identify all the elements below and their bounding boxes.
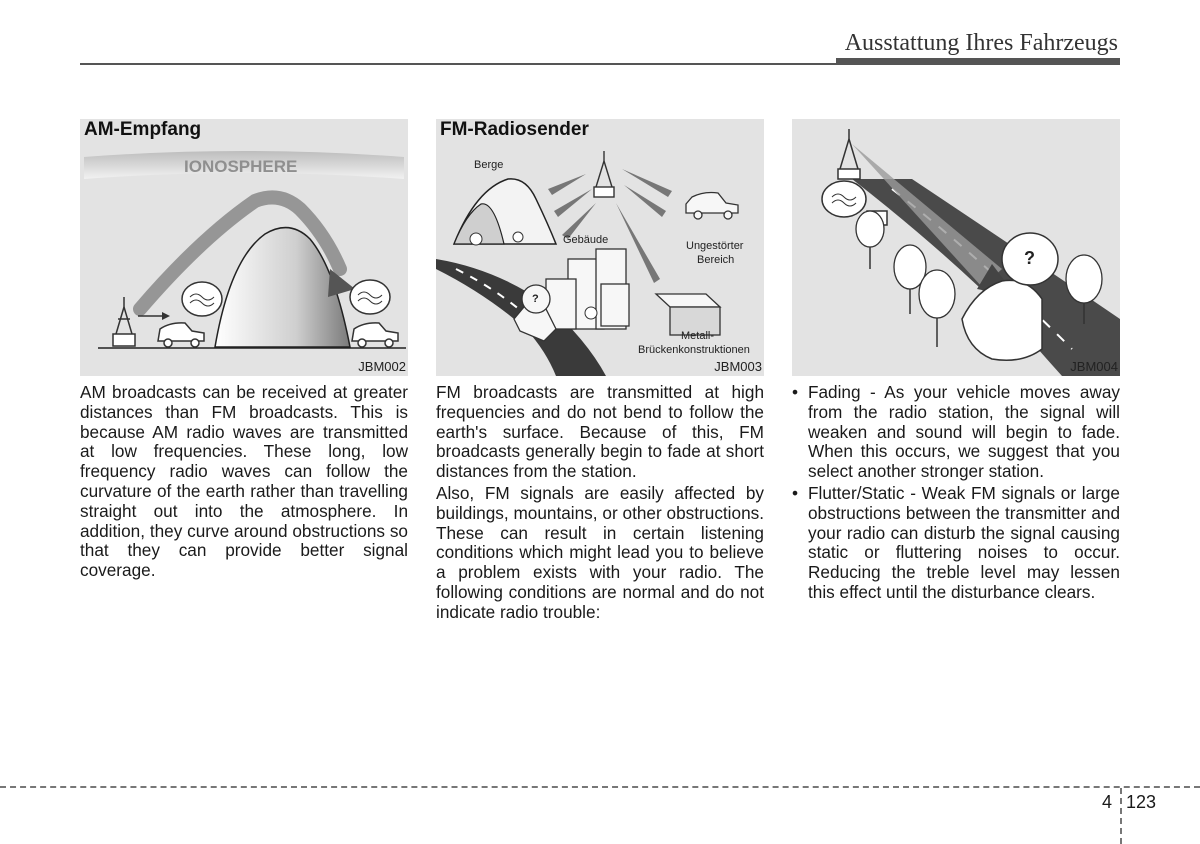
chapter-number: 4 [1102, 792, 1113, 812]
figure-fm-station [436, 119, 764, 376]
header-rule [80, 63, 1120, 65]
header-title: Ausstattung Ihres Fahrzeugs [844, 30, 1118, 56]
label-metall: Metall- [681, 330, 715, 342]
figure-title: FM-Radiosender [440, 119, 589, 140]
paragraph: Also, FM signals are easily affected by buildings, mountains, or other obstructions. These can result in certain listening conditions which might lead you to believe a problem exists with your radio. The following conditions are normal and do not indicate radio trouble: [436, 482, 764, 622]
bullet-list [792, 383, 1120, 603]
fading-illustration [792, 119, 1120, 376]
label-bereich: Bereich [697, 254, 735, 266]
figure-code: JBM002 [358, 359, 406, 374]
paragraph: AM broadcasts can be received at greater distances than FM broadcasts. This is because AM radio waves are transmitted at low frequencies. These long, low frequency radio waves can follow the curvature of the earth rather than travelling straight out into the atmosphere. In addition, they curve around obstructions so that they can provide better signal coverage. [80, 382, 408, 581]
list-item [792, 383, 1120, 482]
ionosphere-label: IONOSPHERE [184, 157, 298, 176]
figure-am-reception [80, 119, 408, 376]
label-gebaeude: Gebäude [563, 234, 609, 246]
column-left [80, 383, 408, 583]
figure-fading [792, 119, 1120, 376]
figure-title: AM-Empfang [84, 119, 202, 140]
column-right [792, 383, 1120, 605]
footer-divider [1120, 788, 1122, 844]
question-mark: ? [532, 293, 539, 305]
label-berge: Berge [474, 159, 504, 171]
list-item-text: Fading - As your vehicle moves away from the radio station, the signal will weaken and sound will begin to fade. When this occurs, we suggest that you select another stronger station. [808, 382, 1120, 482]
bullet: • [792, 382, 799, 402]
list-item-text: Flutter/Static - Weak FM signals or large obstructions between the transmitter and your radio can disturb the signal causing static or fluttering noises to occur. Reducing the treble level may lessen this effect until the disturbance clears. [808, 482, 1120, 602]
page-number: 123 [1126, 792, 1157, 812]
label-bruecken: Brückenkonstruktionen [638, 344, 750, 356]
bullet: • [792, 482, 799, 503]
label-ungestoerter: Ungestörter [686, 240, 744, 252]
column-middle [436, 383, 764, 625]
list-item [792, 484, 1120, 603]
paragraph: FM broadcasts are transmitted at high frequencies and do not bend to follow the earth's surface. Because of this, FM broadcasts generally begin to fade at short distances from the station. [436, 382, 764, 482]
figure-code: JBM004 [1070, 359, 1118, 374]
question-mark: ? [1024, 248, 1035, 268]
footer-rule [0, 786, 1200, 788]
figure-code: JBM003 [714, 359, 762, 374]
